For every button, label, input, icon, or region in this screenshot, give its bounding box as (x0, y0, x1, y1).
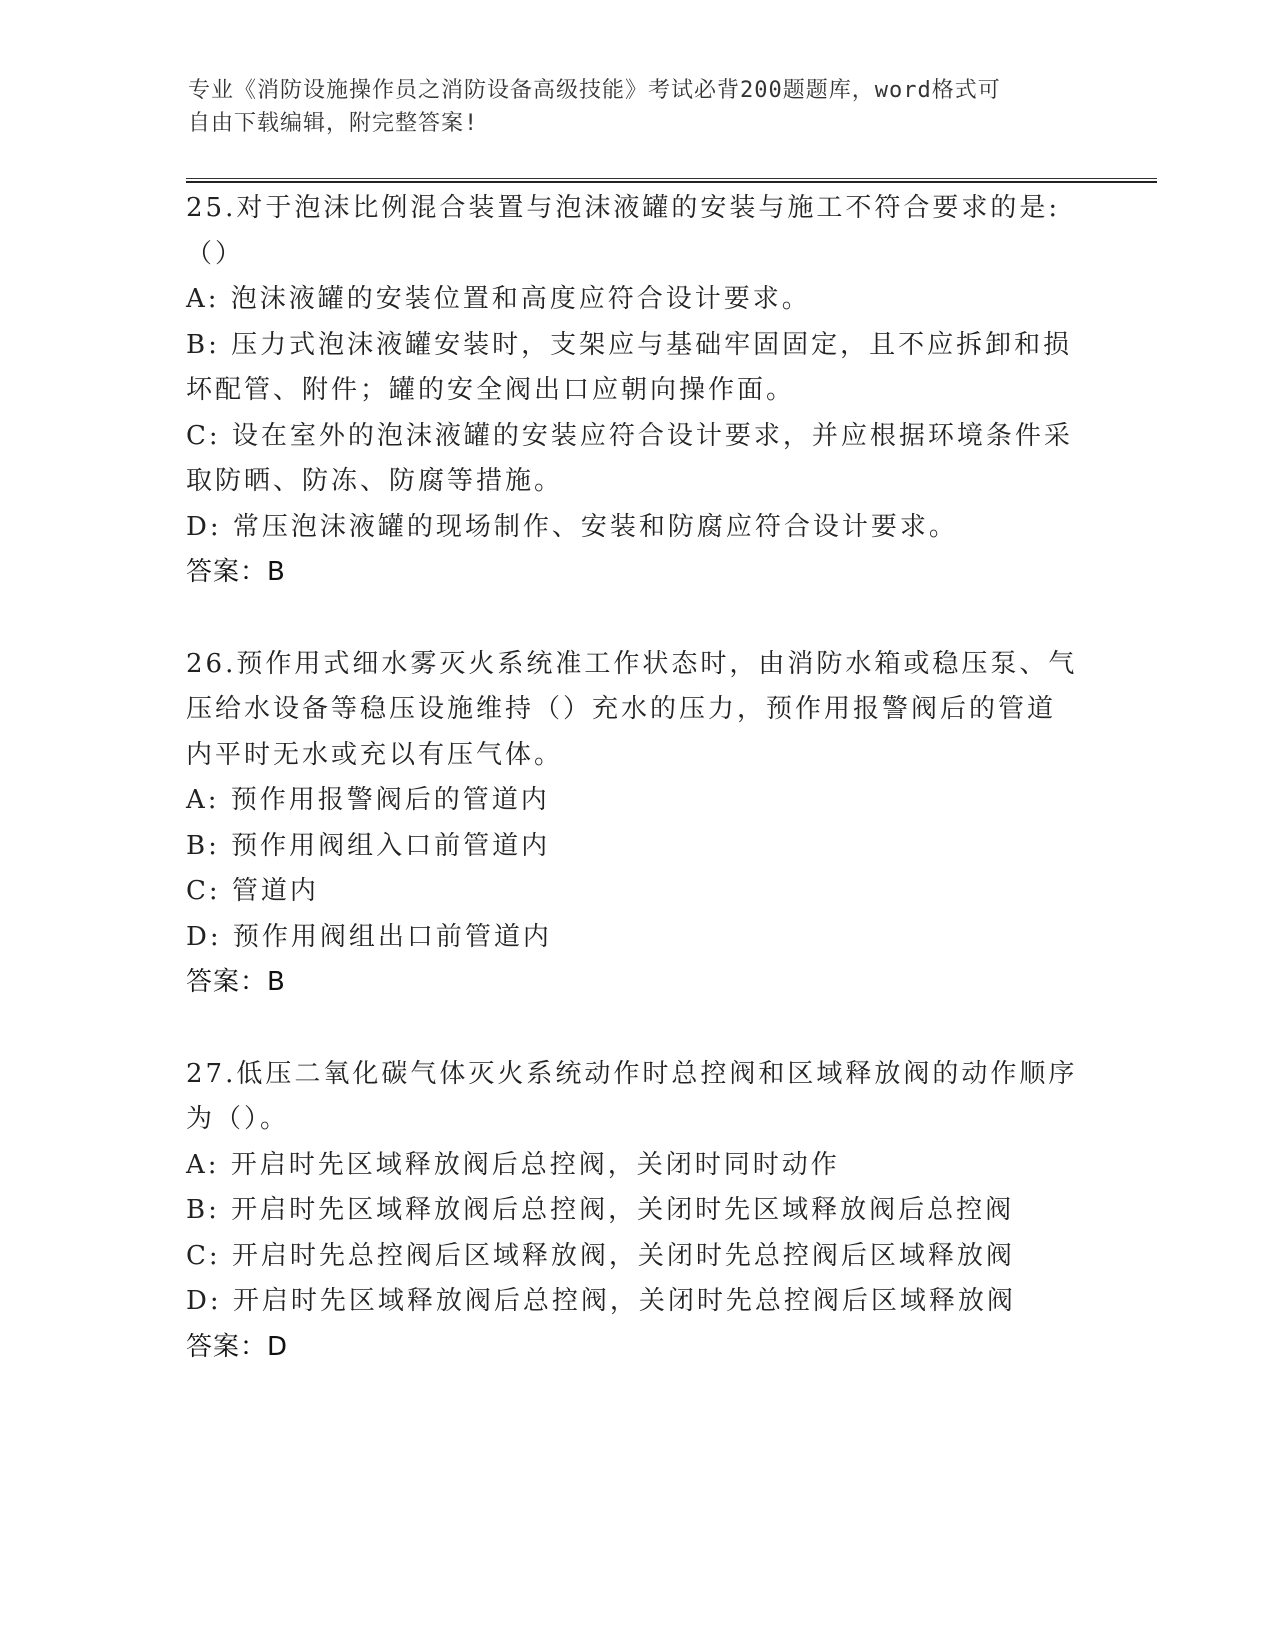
option-b: B: 开启时先区域释放阀后总控阀，关闭时先区域释放阀后总控阀 (186, 1195, 1015, 1225)
question-stem: 26.预作用式细水雾灭火系统准工作状态时，由消防水箱或稳压泵、气 (186, 648, 1078, 679)
question-stem: 27.低压二氧化碳气体灭火系统动作时总控阀和区域释放阀的动作顺序 (186, 1058, 1078, 1089)
question-stem: 为（）。 (186, 1104, 290, 1134)
option-d: D: 预作用阀组出口前管道内 (186, 921, 552, 952)
question-stem: 压给水设备等稳压设施维持（）充水的压力，预作用报警阀后的管道 (186, 694, 1057, 724)
option-d: D: 常压泡沫液罐的现场制作、安装和防腐应符合设计要求。 (186, 511, 958, 542)
question-25 (186, 186, 1086, 596)
option-a: A: 预作用报警阀后的管道内 (186, 785, 550, 815)
option-b-continued: 坏配管、附件；罐的安全阀出口应朝向操作面。 (186, 375, 796, 405)
option-c: C: 管道内 (186, 876, 319, 906)
question-stem: 25.对于泡沫比例混合装置与泡沫液罐的安装与施工不符合要求的是: (186, 193, 1061, 223)
answer-label: 答案：B (186, 967, 286, 997)
header-divider-thick (186, 181, 1157, 183)
option-a: A: 泡沫液罐的安装位置和高度应符合设计要求。 (186, 284, 811, 314)
question-27 (186, 1052, 1086, 1371)
option-b: B: 压力式泡沫液罐安装时，支架应与基础牢固固定，且不应拆卸和损 (186, 329, 1073, 360)
answer-label: 答案：B (186, 557, 286, 587)
question-list (186, 186, 1086, 1416)
header-title-line-1: 专业《消防设施操作员之消防设备高级技能》考试必背200题题库，word格式可 (188, 78, 1001, 103)
option-d: D: 开启时先区域释放阀后总控阀，关闭时先总控阀后区域释放阀 (186, 1286, 1016, 1316)
header-divider-thin (186, 178, 1157, 179)
question-stem: 内平时无水或充以有压气体。 (186, 739, 564, 770)
document-header (188, 74, 1088, 140)
option-a: A: 开启时先区域释放阀后总控阀，关闭时同时动作 (186, 1149, 840, 1180)
header-title-line-2: 自由下载编辑，附完整答案! (188, 111, 479, 136)
option-b: B: 预作用阀组入口前管道内 (186, 830, 551, 861)
option-c: C: 设在室外的泡沫液罐的安装应符合设计要求，并应根据环境条件采 (186, 420, 1073, 451)
answer-label: 答案：D (186, 1331, 289, 1362)
option-c: C: 开启时先总控阀后区域释放阀，关闭时先总控阀后区域释放阀 (186, 1240, 1015, 1271)
question-26 (186, 642, 1086, 1006)
option-c-continued: 取防晒、防冻、防腐等措施。 (186, 466, 564, 496)
question-stem: （） (186, 238, 245, 269)
